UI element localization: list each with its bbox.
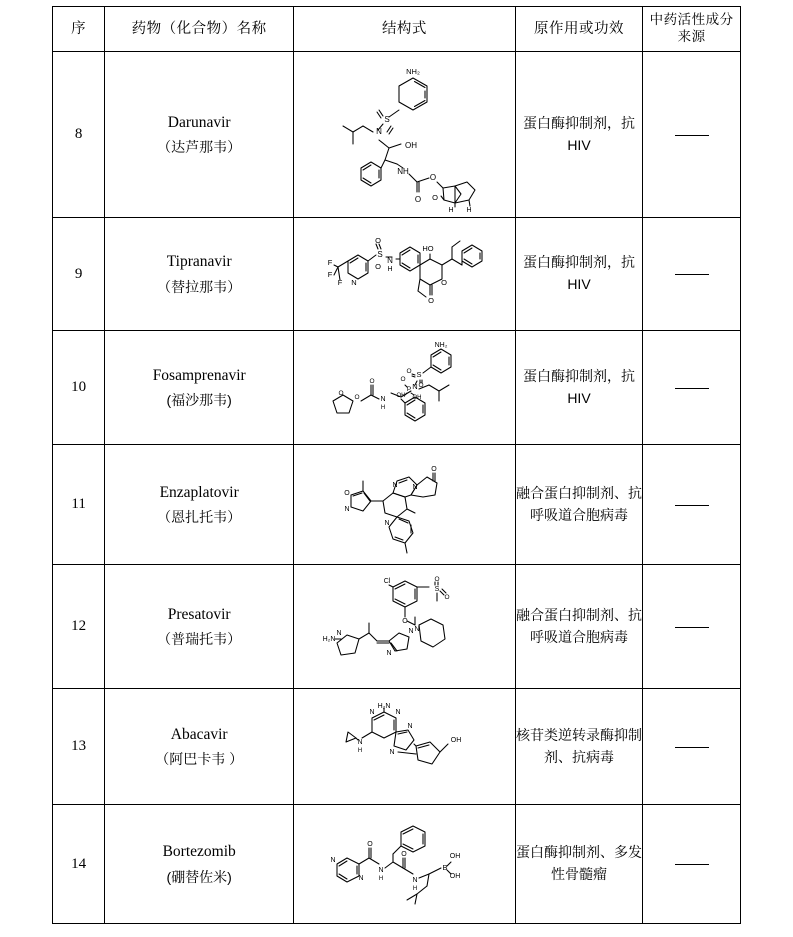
row-source [643, 565, 741, 689]
row-use: 核苷类逆转录酶抑制剂、抗病毒 [515, 689, 642, 805]
svg-text:OH: OH [451, 736, 462, 744]
row-index: 8 [53, 52, 105, 218]
svg-text:N: N [389, 748, 395, 756]
row-index: 14 [53, 805, 105, 924]
svg-text:O: O [418, 381, 424, 389]
svg-text:OH: OH [396, 392, 406, 399]
svg-text:N: N [380, 395, 386, 403]
row-structure [294, 331, 516, 445]
row-source [643, 52, 741, 218]
abacavir-structure [294, 696, 515, 798]
svg-text:O: O [414, 194, 422, 204]
svg-text:H₂N: H₂N [323, 635, 336, 643]
row-name [105, 218, 294, 331]
dash-mark [675, 626, 709, 628]
drug-name-cn: （替拉那韦） [157, 278, 242, 295]
table-row [53, 218, 741, 331]
svg-text:N: N [336, 629, 342, 637]
svg-text:N: N [392, 481, 398, 489]
svg-text:S: S [435, 585, 440, 593]
drug-name-en: Abacavir [170, 725, 228, 743]
svg-text:O: O [428, 296, 435, 305]
svg-text:N: N [412, 381, 418, 391]
fosamprenavir-structure [294, 339, 515, 437]
dash-mark [675, 387, 709, 389]
header-name: 药物（化合物）名称 [105, 7, 294, 52]
dash-mark [675, 863, 709, 865]
table-header [53, 7, 741, 52]
drug-name-cn: （达芦那韦） [157, 139, 242, 156]
svg-text:NH₂: NH₂ [406, 66, 420, 76]
svg-text:F: F [338, 278, 343, 287]
svg-text:H₂N: H₂N [378, 702, 391, 710]
row-index: 10 [53, 331, 105, 445]
svg-text:O: O [401, 851, 408, 858]
drug-name-en: Tipranavir [166, 253, 232, 271]
drug-name-en: Presatovir [167, 605, 231, 623]
svg-text:N: N [387, 256, 394, 265]
row-use: 融合蛋白抑制剂、抗呼吸道合胞病毒 [515, 445, 642, 565]
row-use: 蛋白酶抑制剂，抗 HIV [515, 52, 642, 218]
svg-text:N: N [357, 738, 363, 746]
svg-text:OH: OH [450, 873, 461, 880]
table-row [53, 52, 741, 218]
svg-text:NH₂: NH₂ [434, 341, 448, 349]
drug-name-en: Fosamprenavir [152, 366, 246, 384]
row-name [105, 689, 294, 805]
row-structure [294, 565, 516, 689]
svg-text:S: S [377, 250, 384, 259]
svg-text:N: N [412, 483, 418, 491]
svg-text:O: O [344, 489, 351, 497]
svg-text:S: S [384, 114, 390, 124]
row-structure [294, 218, 516, 331]
drug-name-cn: （普瑞托韦） [157, 631, 242, 648]
svg-text:H: H [448, 206, 454, 214]
row-structure [294, 445, 516, 565]
row-source [643, 805, 741, 924]
svg-text:O: O [338, 389, 344, 397]
tipranavir-structure [294, 225, 515, 323]
svg-text:O: O [400, 375, 406, 383]
drug-name-cn: (硼替佐米) [166, 868, 232, 885]
dash-mark [675, 746, 709, 748]
svg-text:OH: OH [404, 140, 417, 150]
svg-text:NH: NH [397, 166, 409, 176]
header-row [53, 7, 741, 52]
svg-text:O: O [406, 367, 412, 375]
svg-text:O: O [402, 617, 409, 625]
svg-text:H: H [380, 404, 386, 411]
svg-text:H: H [466, 206, 472, 214]
svg-text:O: O [431, 465, 438, 473]
enzaplatovir-structure [294, 451, 515, 559]
svg-text:N: N [376, 126, 382, 136]
table-row [53, 445, 741, 565]
dash-mark [675, 504, 709, 506]
svg-text:H: H [379, 876, 384, 882]
svg-text:N: N [351, 278, 358, 287]
svg-text:O: O [375, 236, 382, 245]
row-name [105, 52, 294, 218]
svg-text:O: O [429, 172, 437, 182]
svg-text:N: N [378, 867, 384, 874]
dash-mark [675, 134, 709, 136]
svg-text:H: H [387, 266, 393, 273]
svg-text:HO: HO [422, 244, 435, 253]
table-row [53, 689, 741, 805]
svg-text:H: H [358, 747, 363, 754]
svg-text:O: O [441, 278, 448, 287]
row-structure [294, 689, 516, 805]
svg-text:N: N [358, 875, 364, 882]
svg-text:B: B [442, 863, 448, 872]
drug-name-en: Enzaplatovir [159, 483, 239, 501]
svg-text:N: N [386, 649, 392, 657]
svg-text:F: F [328, 258, 333, 267]
row-name [105, 331, 294, 445]
svg-text:N: N [407, 722, 413, 730]
svg-text:O: O [375, 262, 382, 271]
svg-text:Cl: Cl [384, 577, 391, 585]
row-structure [294, 52, 516, 218]
table-row [53, 331, 741, 445]
svg-text:P: P [406, 385, 412, 393]
svg-text:N: N [395, 708, 401, 716]
row-name [105, 805, 294, 924]
header-structure: 结构式 [294, 7, 516, 52]
drug-table [52, 6, 741, 924]
table-body [53, 52, 741, 924]
table-row [53, 565, 741, 689]
row-source [643, 689, 741, 805]
svg-text:O: O [367, 841, 374, 848]
svg-text:N: N [330, 857, 336, 864]
header-index: 序 [53, 7, 105, 52]
svg-text:N: N [369, 708, 375, 716]
row-index: 11 [53, 445, 105, 565]
row-source [643, 218, 741, 331]
row-use: 蛋白酶抑制剂，抗 HIV [515, 218, 642, 331]
row-use: 融合蛋白抑制剂、抗呼吸道合胞病毒 [515, 565, 642, 689]
svg-text:N: N [412, 877, 418, 884]
svg-text:N: N [344, 505, 350, 513]
svg-text:O: O [369, 377, 375, 385]
svg-text:N: N [384, 519, 390, 527]
drug-name-en: Bortezomib [162, 843, 236, 861]
row-index: 13 [53, 689, 105, 805]
svg-text:H: H [413, 886, 418, 892]
drug-name-cn: （恩扎托韦） [157, 509, 242, 526]
svg-text:OH: OH [412, 394, 422, 401]
header-source: 中药活性成分来源 [643, 7, 741, 52]
row-use: 蛋白酶抑制剂，抗 HIV [515, 331, 642, 445]
darunavir-structure [294, 60, 515, 214]
presatovir-structure [294, 571, 515, 683]
row-index: 12 [53, 565, 105, 689]
table-row [53, 805, 741, 924]
row-structure [294, 805, 516, 924]
row-use: 蛋白酶抑制剂、多发性骨髓瘤 [515, 805, 642, 924]
svg-text:O: O [444, 593, 450, 601]
row-source [643, 445, 741, 565]
svg-text:S: S [416, 369, 422, 379]
drug-name-cn: （阿巴卡韦 ） [155, 751, 244, 768]
row-index: 9 [53, 218, 105, 331]
drug-name-cn: (福沙那韦) [166, 392, 232, 409]
svg-text:OH: OH [450, 853, 461, 860]
dash-mark [675, 273, 709, 275]
svg-text:N: N [414, 625, 420, 633]
svg-text:O: O [434, 575, 440, 583]
header-use: 原作用或功效 [515, 7, 642, 52]
row-source [643, 331, 741, 445]
svg-text:O: O [354, 393, 360, 401]
drug-name-en: Darunavir [167, 113, 231, 131]
row-name [105, 445, 294, 565]
svg-text:F: F [328, 270, 333, 279]
svg-text:O: O [432, 192, 438, 202]
bortezomib-structure [294, 812, 515, 916]
svg-text:N: N [408, 627, 414, 635]
row-name [105, 565, 294, 689]
